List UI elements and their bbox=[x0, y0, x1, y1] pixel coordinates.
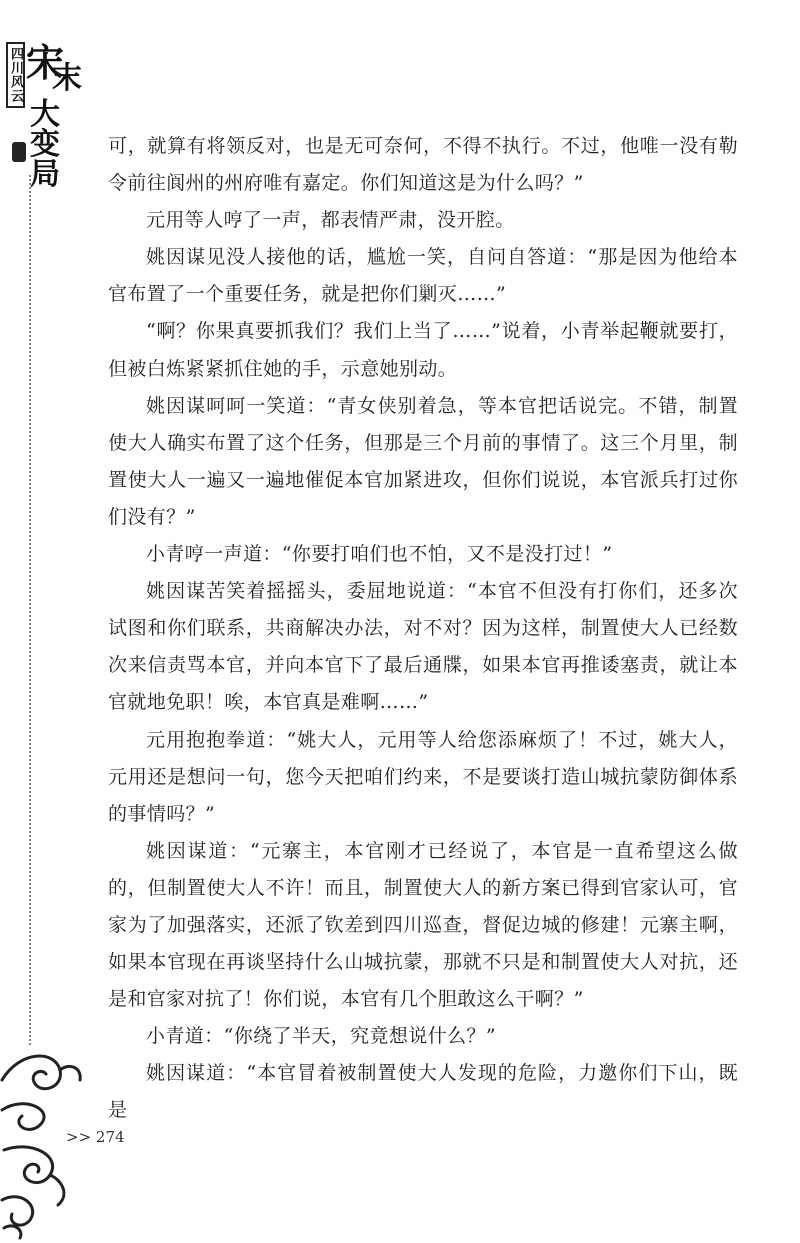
paragraph: 元用抱抱拳道：“姚大人，元用等人给您添麻烦了！不过，姚大人，元用还是想问一句，您今天把咱们约来，不是要谈打造山城抗蒙防御体系的事情吗？” bbox=[108, 728, 738, 825]
paragraph: 小青哼一声道：“你要打咱们也不怕，又不是没打过！” bbox=[146, 543, 613, 566]
book-title-char-4: 变 bbox=[30, 127, 60, 162]
book-title-char-1: 宋 bbox=[26, 40, 65, 85]
paragraph: 小青道：“你绕了半天，究竟想说什么？” bbox=[146, 1025, 497, 1048]
book-title-char-3: 大 bbox=[30, 97, 60, 132]
page-body-text bbox=[108, 128, 738, 1130]
paragraph: 姚因谋道：“本官冒着被制置使大人发现的危险，力邀你们下山，既是 bbox=[108, 1062, 738, 1122]
paragraph: 姚因谋呵呵一笑道：“青女侠别着急，等本官把话说完。不错，制置使大人确实布置了这个任务，但那是三个月前的事情了。这三个月里，制置使大人一遍又一遍地催促本官加紧进攻，但你们说说，本官派兵打过你们没有？” bbox=[108, 394, 738, 528]
paragraph: 元用等人哼了一声，都表情严肃，没开腔。 bbox=[146, 209, 515, 232]
paragraph: 姚因谋道：“元寨主，本官刚才已经说了，本官是一直希望这么做的，但制置使大人不许！而且，制置使大人的新方案已得到官家认可，官家为了加强落实，还派了钦差到四川巡查，督促边城的修建！元寨主啊，如果本官现在再谈坚持什么山城抗蒙，那就不只是和制置使大人对抗，还是和官家对抗了！你们说，本官有几个胆敢这么干啊？” bbox=[108, 839, 738, 1011]
paragraph: “啊？你果真要抓我们？我们上当了……”说着，小青举起鞭就要打，但被白炼紧紧抓住她的手，示意她别动。 bbox=[108, 320, 738, 380]
book-title-char-2: 末 bbox=[52, 61, 82, 96]
paragraph: 姚因谋苦笑着摇摇头，委屈地说道：“本官不但没有打你们，还多次试图和你们联系，共商解决办法，对不对？因为这样，制置使大人已经数次来信责骂本官，并向本官下了最后通牒，如果本官再推诿塞责，就让本官就地免职！唉，本官真是难啊……” bbox=[108, 580, 738, 714]
series-label: 四川风云 bbox=[6, 42, 25, 108]
book-title-char-5: 局 bbox=[30, 157, 60, 192]
sidebar-decoration bbox=[0, 0, 92, 1243]
paragraph: 姚因谋见没人接他的话，尴尬一笑，自问自答道：“那是因为他给本官布置了一个重要任务，就是把你们剿灭……” bbox=[108, 246, 738, 306]
seal-stamp-icon bbox=[12, 142, 26, 162]
sidebar-dotted-divider bbox=[29, 175, 31, 1045]
paragraph: 可，就算有将领反对，也是无可奈何，不得不执行。不过，他唯一没有勒令前往阆州的州府唯有嘉定。你们知道这是为什么吗？” bbox=[108, 135, 738, 195]
page-number: >> 274 bbox=[66, 1128, 125, 1146]
